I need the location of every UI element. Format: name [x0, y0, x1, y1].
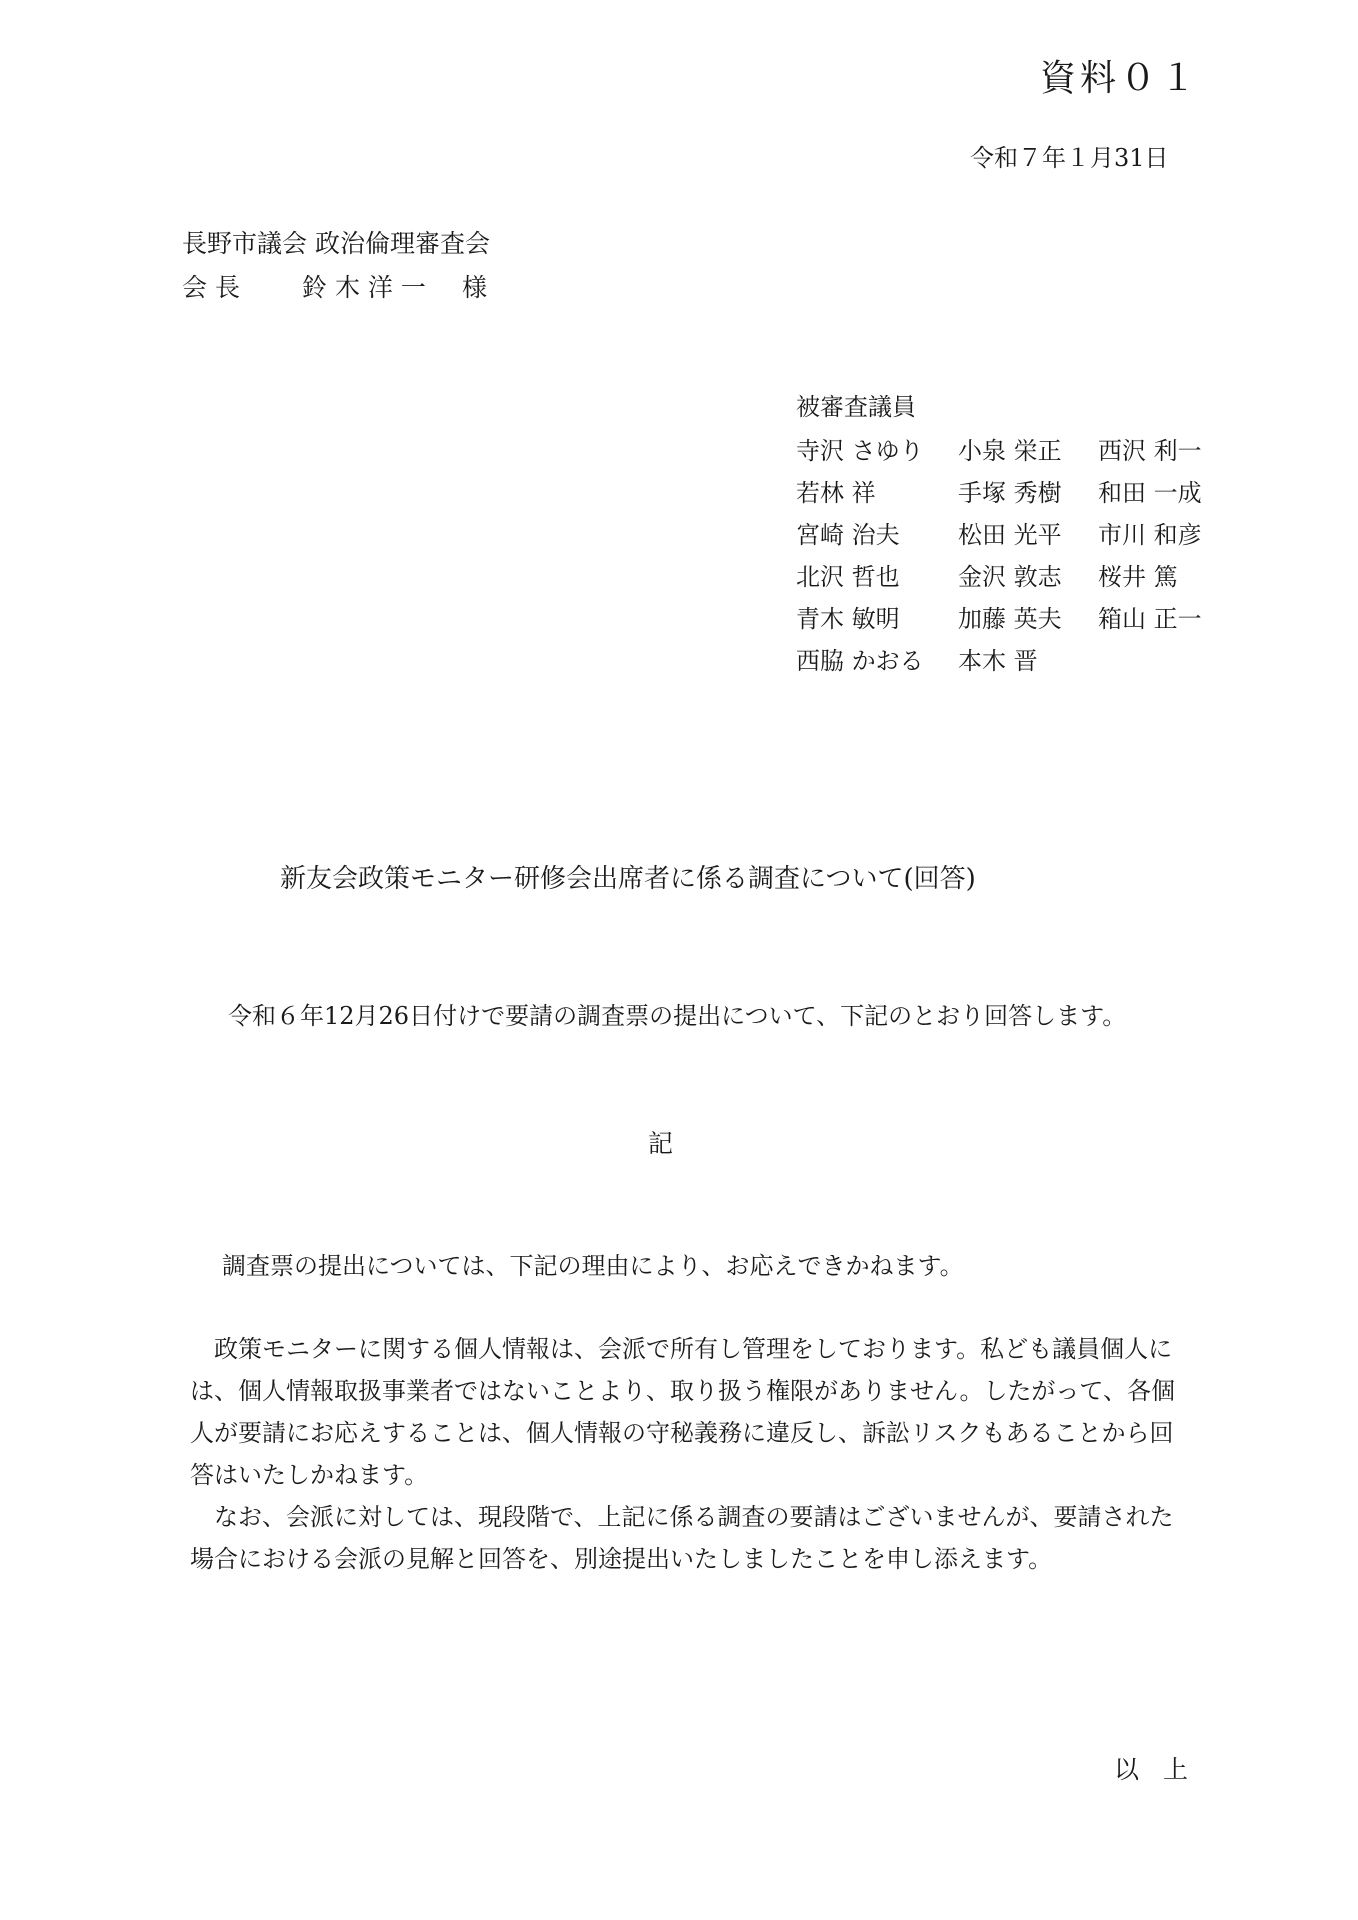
member-name: 西脇 かおる [796, 647, 924, 675]
member-name [1098, 640, 1228, 682]
addressee-line [182, 266, 490, 310]
member-name: 小泉 栄正 [958, 437, 1062, 465]
closing-mark: 以 上 [1114, 1755, 1196, 1784]
member-name: 北沢 哲也 [796, 563, 900, 591]
member-name: 本木 晋 [958, 647, 1038, 675]
member-name: 若林 祥 [796, 479, 876, 507]
decline-statement: 調査票の提出については、下記の理由により、お応えできかねます。 [222, 1252, 964, 1280]
members-row [796, 430, 1228, 472]
members-row [796, 598, 1228, 640]
member-name: 桜井 篤 [1098, 563, 1178, 591]
document-date: 令和７年１月31日 [970, 144, 1169, 172]
members-row [796, 640, 1228, 682]
member-name: 金沢 敦志 [958, 563, 1062, 591]
member-name: 和田 一成 [1098, 479, 1202, 507]
members-heading: 被審査議員 [796, 393, 916, 421]
intro-text: 令和６年12月26日付けで要請の調査票の提出について、下記のとおり回答します。 [228, 1002, 1127, 1030]
document-title: 新友会政策モニター研修会出席者に係る調査について(回答) [280, 864, 976, 894]
members-row [796, 514, 1228, 556]
member-name: 手塚 秀樹 [958, 479, 1062, 507]
member-name: 西沢 利一 [1098, 437, 1202, 465]
members-row [796, 556, 1228, 598]
member-name: 松田 光平 [958, 521, 1062, 549]
addressee-block [182, 222, 490, 310]
members-table [796, 430, 1228, 682]
member-name: 箱山 正一 [1098, 605, 1202, 633]
addressee-honorific: 様 [462, 273, 488, 302]
ki-heading: 記 [648, 1129, 674, 1158]
member-name: 宮崎 治夫 [796, 521, 900, 549]
members-block [796, 386, 1228, 682]
member-name: 市川 和彦 [1098, 521, 1202, 549]
body-paragraph: 政策モニターに関する個人情報は、会派で所有し管理をしております。私ども議員個人には、個人情報取扱事業者ではないことより、取り扱う権限がありません。したがって、各個人が要請にお応えすることは、個人情報の守秘義務に違反し、訴訟リスクもあることから回答はいたしかねます。 [190, 1335, 1175, 1489]
body-text [190, 1328, 1190, 1580]
member-name: 青木 敏明 [796, 605, 900, 633]
member-name: 加藤 英夫 [958, 605, 1062, 633]
document-id: 資料０１ [1040, 58, 1201, 99]
body-paragraph: なお、会派に対しては、現段階で、上記に係る調査の要請はございませんが、要請された場合における会派の見解と回答を、別途提出いたしましたことを申し添えます。 [190, 1503, 1174, 1573]
addressee-name: 鈴 木 洋 一 [302, 273, 426, 302]
members-row [796, 472, 1228, 514]
addressee-role: 会 長 [182, 273, 240, 302]
member-name: 寺沢 さゆり [796, 437, 924, 465]
addressee-organization: 長野市議会 政治倫理審査会 [182, 229, 490, 258]
